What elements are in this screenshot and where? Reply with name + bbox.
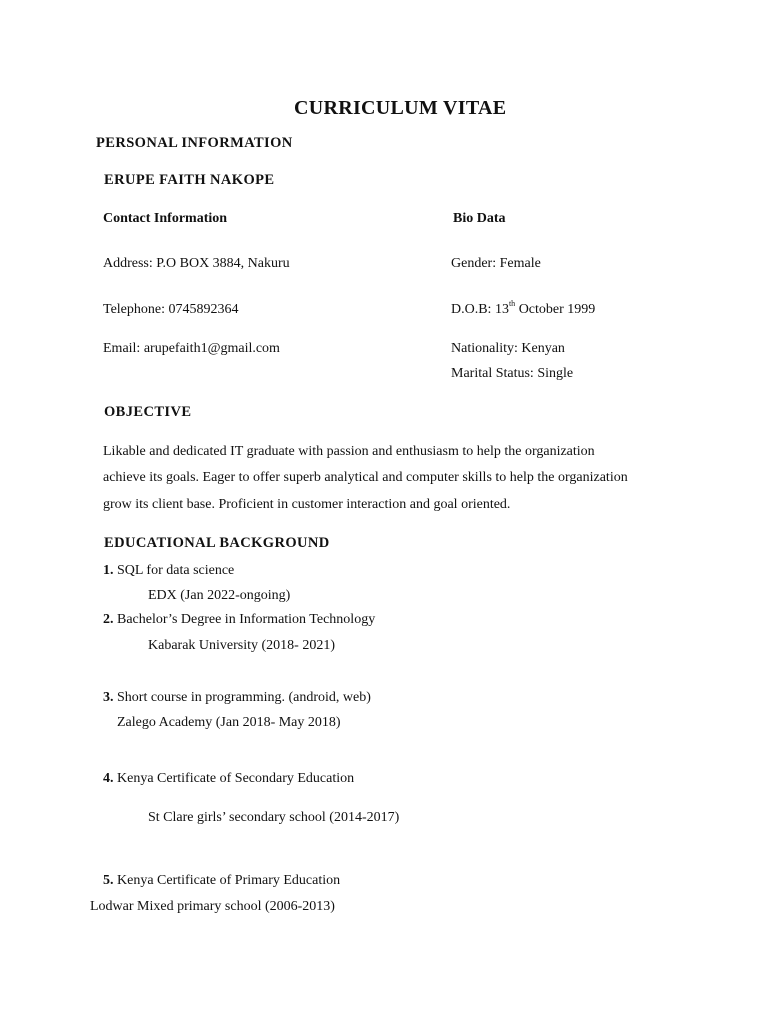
education-item-institution: Lodwar Mixed primary school (2006-2013) [90,899,335,914]
gender-text: Gender: Female [451,256,541,271]
education-course-label: Bachelor’s Degree in Information Technology [113,612,376,627]
education-item-course [103,771,354,787]
cv-title: CURRICULUM VITAE [294,97,507,119]
contact-information-heading: Contact Information [103,211,228,226]
education-item-institution: St Clare girls’ secondary school (2014-2017) [148,810,400,825]
education-item-number: 2. [103,612,114,627]
educational-background-heading: EDUCATIONAL BACKGROUND [104,535,330,551]
education-course-label: Kenya Certificate of Primary Education [113,873,341,888]
education-item-course [103,690,371,706]
objective-heading: OBJECTIVE [104,404,192,420]
education-course-label: Kenya Certificate of Secondary Education [113,771,355,786]
dob-text [451,299,596,318]
address-text: Address: P.O BOX 3884, Nakuru [103,256,290,271]
objective-line: Likable and dedicated IT graduate with passion and enthusiasm to help the organization [103,444,595,459]
dob-suffix: October 1999 [515,302,596,317]
education-item-number: 1. [103,563,114,578]
education-course-label: Short course in programming. (android, web) [113,690,371,705]
education-item-course [103,612,375,628]
education-course-label: SQL for data science [113,563,235,578]
education-item-number: 4. [103,771,114,786]
dob-prefix: D.O.B: 13 [451,302,509,317]
telephone-text: Telephone: 0745892364 [103,302,239,317]
nationality-text: Nationality: Kenyan [451,341,565,356]
education-item-number: 3. [103,690,114,705]
email-text: Email: arupefaith1@gmail.com [103,341,280,356]
education-item-number: 5. [103,873,114,888]
objective-line: grow its client base. Proficient in customer interaction and goal oriented. [103,497,511,512]
dob-ordinal: th [508,299,516,309]
marital-status-text: Marital Status: Single [451,366,574,381]
education-item-institution: EDX (Jan 2022-ongoing) [148,588,291,603]
personal-information-heading: PERSONAL INFORMATION [96,135,293,151]
objective-line: achieve its goals. Eager to offer superb analytical and computer skills to help the organization [103,470,628,485]
education-item-institution: Zalego Academy (Jan 2018- May 2018) [117,715,341,730]
education-item-institution: Kabarak University (2018- 2021) [148,638,336,653]
education-item-course [103,563,234,579]
full-name: ERUPE FAITH NAKOPE [104,172,275,188]
bio-data-heading: Bio Data [453,211,506,226]
education-item-course [103,873,340,889]
